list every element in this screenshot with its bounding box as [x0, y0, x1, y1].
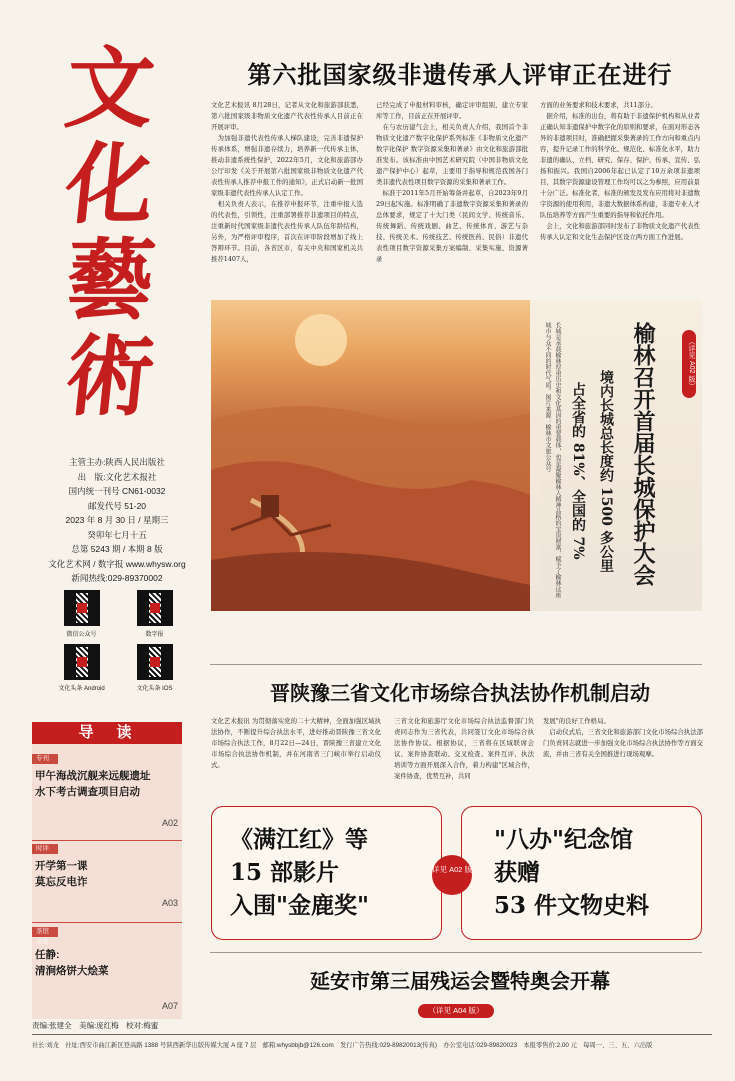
masthead-logo [40, 36, 180, 450]
guide-item[interactable] [32, 844, 182, 908]
second-headline[interactable]: 晋陕豫三省文化市场综合执法协作机制启动 [270, 681, 650, 705]
guide-page: A02 [161, 818, 178, 828]
lead-headline[interactable]: 第六批国家级非遗传承人评审正在进行 [247, 60, 673, 89]
promo-right-line: "八办"纪念馆 [494, 826, 633, 853]
divider [210, 664, 702, 665]
guide-item-title: 开学第一课 莫忘反电诈 [35, 860, 88, 888]
masthead-char: 藝 [60, 228, 160, 332]
qr-label: 文化头条 Android [58, 686, 105, 692]
qr-ios[interactable] [121, 644, 188, 692]
cn-number: 国内统一刊号 CN61-0032 [68, 486, 166, 496]
masthead-char: 化 [60, 132, 160, 236]
second-column-3: 发展"的良好工作格局。 启动仪式后，三省文化和旅游部门文化市场综合执法部门负责同志就进一步加强文化市场综合执法协作等方面交流，并由三省有关全国推进行现场观摩。 [543, 717, 703, 758]
credits: 责编:张建全 美编:庞红梅 校对:梅蜜 [32, 1021, 159, 1030]
promo-box-right[interactable] [461, 806, 702, 940]
qr-label: 文化头条 IOS [136, 686, 173, 692]
guide-panel [32, 722, 182, 1019]
promo-right-line: 53 件文物史料 [494, 892, 650, 919]
website[interactable]: 文化艺术网 / 数字报 www.whysw.org [48, 558, 186, 569]
publication-info [42, 455, 192, 586]
divider [210, 952, 702, 953]
issue-number: 总第 5243 期 / 本期 8 版 [71, 544, 163, 554]
promo-box-left[interactable] [211, 806, 442, 940]
photo-caption: 长城是承载榆林厚重历史和文化基因的重要载体，也是凝聚榆林人精神品格的宝贵财富，赋予了榆林这座城市与众不同的时代气质。图片来源：榆林市文旅公众号 [544, 322, 561, 598]
guide-tag: 茶馆文化 [32, 927, 58, 937]
second-column-1: 文化艺术报讯 为贯彻落实党的二十大精神，全面加强区域执法协作，不断提升综合执法水平，进好推动晋陕豫三省文化市场综合执法工作，8月22日—24日，晋陕豫三省建立文化市场综合执法协作机制，并在河南省三门峡市举行启动仪式。 [211, 717, 381, 769]
divider [32, 840, 182, 841]
guide-item-title: 任静: 清涧烙饼大烩菜 [35, 949, 109, 977]
qr-wechat[interactable] [48, 590, 115, 638]
feature-subhead-1: 境内长城总长度约 1500 多公里 [598, 370, 614, 573]
promo-left-line: 15 部影片 [230, 859, 340, 886]
qr-code-icon [137, 644, 173, 680]
lead-column-1: 文化艺术报讯 8月28日，记者从文化和旅游部获悉，第六批国家级非物质文化遗产代表性传承人目前正在开展评审。 为加强非遗代表性传承人梯队建设，完善非遗保护传承体系，增强非遗存续力，培养新一代传承主体，推动非遗系统性保护，2022年5月，文化和旅游部办公厅印发《关于开展第六批国家级非物质文化遗产代表性传承人推荐申报工作的通知》，正式启动新一批国家级非遗代表性传承人认定工作。 相关负责人表示，在推荐申报环节，注重申报人选的代表性，引领性，注重部署推荐非遗项目的特点，注重新时代国家级非遗代表性传承人队伍年龄结构，另外，为严格评审程序，首次在评审阶段增加了线上答辩环节。目前，各省区市，有关中央和国家机关共推荐1407人， [211, 101, 363, 263]
guide-item[interactable] [32, 927, 182, 1011]
guide-item[interactable] [32, 754, 182, 828]
guide-tag: 时评 [32, 844, 58, 854]
guide-title: 导 读 [32, 722, 182, 744]
masthead-char: 文 [60, 36, 160, 140]
qr-android[interactable] [48, 644, 115, 692]
guide-item-title: 甲午海战沉舰来远舰遗址 水下考古调查项目启动 [35, 770, 151, 798]
lead-column-2: 已经完成了申报材料审核，确定评审组别，建立专家库等工作，目前正在开展评审。 在与农历建气会上，相关负责人介绍，我国首个非物质文化遗产数字化保护系列标准《非物质文化遗产数字化保护 数字资源采集和著录》由文化和旅游部批准发布。该标准由中国艺术研究院（中国非物质文化遗产保护中心）起草，主要用于指导和规范我国各门类非遗代表性项目数字资源的采集和著录工作。 标准于2011年5月开始筹备并起草，自2023年9月29日起实施。标准明确了非遗数字资源采集和著录的总体要求，规定了十大门类（民间文学、传统音乐、传统舞蹈、传统戏剧、曲艺、传统体育、游艺与杂技、传统美术、传统技艺、传统医药、民俗）非遗代表性项目数字资源采集方案编制、采集实施、资源著录 [376, 101, 528, 263]
promo-left-line: 入围"金鹿奖" [230, 892, 369, 919]
sponsor-line: 主管主办:陕西人民出版社 [69, 457, 165, 467]
bottom-headline[interactable]: 延安市第三届残运会暨特奥会开幕 [310, 969, 610, 993]
qr-code-icon [64, 644, 100, 680]
qr-code-grid [48, 590, 188, 692]
see-page-badge[interactable]: （详见 A02 版） [682, 330, 696, 398]
qr-code-icon [137, 590, 173, 626]
footer-info: 社长:刘龙 社址:西安市曲江新区登高路 1388 号陕西新华出版传媒大厦 A 座 7 层 邮箱:whysbbjb@126.com 发行广告热线:029-89820013(传真) 办公室电话:029-89820023 本报零售价:2.00 元 每周一、三、五、六出版 [32, 1042, 653, 1049]
feature-subhead-2: 占全省的 81%、全国的 7% [570, 382, 586, 560]
qr-code-icon [64, 590, 100, 626]
issue-date: 2023 年 8 月 30 日 / 星期三 [65, 515, 169, 525]
divider [32, 1034, 712, 1035]
lunar-date: 癸卯年七月十五 [87, 529, 147, 540]
guide-page: A03 [161, 898, 178, 908]
guide-tag: 专刊 [32, 754, 58, 764]
divider [32, 922, 182, 923]
qr-label: 数字报 [145, 632, 164, 638]
postal-code: 邮发代号 51-20 [87, 500, 147, 511]
promo-right-line: 获赠 [494, 859, 540, 886]
qr-label: 微信公众号 [66, 632, 97, 638]
guide-page: A07 [161, 1001, 178, 1011]
feature-headline[interactable]: 榆林召开首届长城保护大会 [630, 322, 656, 586]
masthead-char: 術 [60, 324, 160, 428]
promo-left-line: 《满江红》等 [230, 826, 368, 853]
qr-digital[interactable] [121, 590, 188, 638]
see-page-seal[interactable]: 详见 A02 版 [432, 855, 472, 895]
bottom-see-badge[interactable]: （详见 A04 版） [418, 1004, 494, 1018]
second-column-2: 三省文化和旅游厅文化市场综合执法监督部门负责同志作为三省代表，共同签订文化市场综合执法协作协议。根据协议，三省将在区域联席会议、案件协查联动、交叉检查、案件互评、执法培训等方面开展深入合作，着力构建"区域合作，案件协查，优势互补，共同 [394, 717, 534, 780]
publisher-line: 出 版:文化艺术报社 [77, 471, 157, 482]
news-hotline: 新闻热线:029-89370002 [71, 573, 163, 583]
lead-column-3: 方面的业务要求和技术要求，共11部分。 据介绍，标准的出台，将有助于非遗保护机构和从业者正确认知非遗保护中数字化的原则和要求，在面对形态各异的非遗项目时，准确把握采集著录的工作方向和重点内容，提升记录工作的科学化、规范化、标准化水平，助力非遗的确认、立档、研究、保存、保护、传承、宣传、弘扬和振兴。我国自2006年起已认定了10万余项非遗项目，其数字资源建设管理工作均可以之为参照，应用前景十分广泛。标准化者，标准的颁发及发布应用将对非遗数字资源的使用利用，非遗大数据体系构建，非遗专业人才队伍培养等方面产生重要的指导和依托作用。 会上，文化和旅游部同时发布了非物质文化遗产代表性传承人认定和文化生态保护区设立两方面工作进展。 [540, 101, 700, 241]
